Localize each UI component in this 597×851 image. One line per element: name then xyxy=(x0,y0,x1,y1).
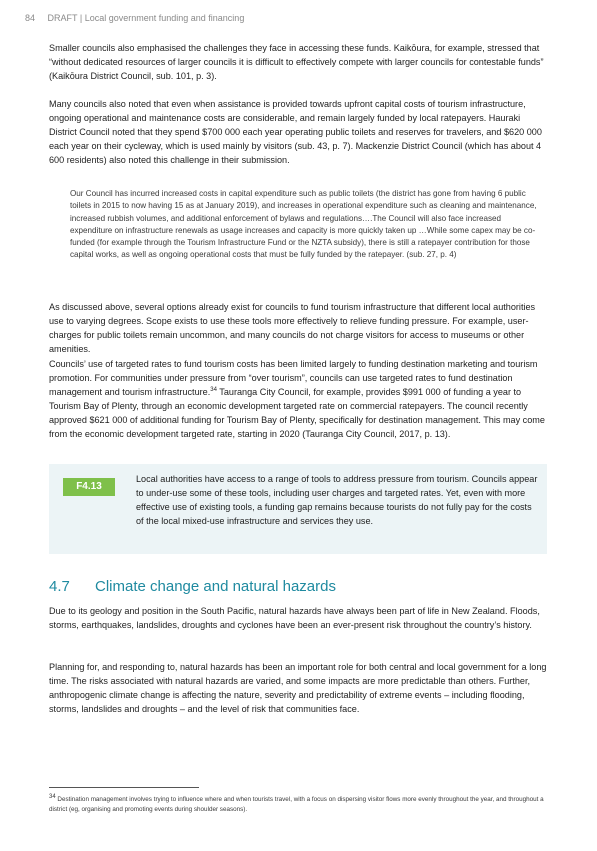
paragraph-existing-options: As discussed above, several options already exist for councils to fund tourism infrastructure that different local authorities use to varying degrees. Scope exists to use these tools more effectively to relieve funding pressure. For example, user-charges for public toilets remain uncommon, and many councils do not charge visitors for access to museums or other amenities. xyxy=(49,302,536,354)
page-number: 84 xyxy=(25,13,36,23)
footnote-reference[interactable]: 34 xyxy=(210,386,217,393)
paragraph-kaikoura: Smaller councils also emphasised the challenges they face in accessing these funds. Kaikōura, for example, stressed that “without dedicated resources of larger councils it is difficult to effectively compete with larger councils for contestable funds” (Kaikōura District Council, sub. 101, p. 3). xyxy=(49,43,544,81)
paragraph-targeted-rates xyxy=(49,357,549,441)
footnote-number: 34 xyxy=(49,793,56,800)
footnote-text: Destination management involves trying to influence where and when tourists travel, with a focus on dispersing visitor flows more evenly throughout the year, and throughout a district (eg, organising and promoting events during shoulder seasons). xyxy=(49,796,544,813)
finding-box xyxy=(49,464,547,554)
section-number: 4.7 xyxy=(49,578,70,595)
paragraph-operational-costs: Many councils also noted that even when assistance is provided towards upfront capital costs of tourism infrastructure, ongoing operational and maintenance costs are considerable, and remain largely funded by local ratepayers. Hauraki District Council noted that they spend $700 000 each year operating public toilets and reserves for travelers, and $620 000 each year on their cycleway, which is used mainly by visitors (sub. 43, p. 7). Mackenzie District Council (which has about 4 600 residents) also noted this challenge in their submission. xyxy=(49,99,542,165)
targeted-rates-text-2: Tauranga City Council, for example, provides $991 000 of funding a year to Tourism Bay of Plenty, through an economic development targeted rate on commercial ratepayers. The council recently approved $621 000 of additional funding for Tourism Bay of Plenty, specifically for destination management. This may come from the economic development targeted rate, starting in 2020 (Tauranga City Council, 2017, p. 13). xyxy=(49,387,545,439)
footnote xyxy=(49,795,549,815)
page-header xyxy=(25,13,244,23)
targeted-rates-text-1: Councils’ use of targeted rates to fund tourism costs has been limited largely to funding destination marketing and tourism promotion. For communities under pressure from “over tourism”, councils can use targeted rates to fund destination management and tourism infrastructure. xyxy=(49,359,538,397)
footnote-divider xyxy=(49,787,199,788)
block-quote: Our Council has incurred increased costs in capital expenditure such as public toilets (the district has gone from having 6 public toilets in 2015 to now having 15 as at January 2019), and increases in operational expenditure such as cleaning and maintenance, increased rubbish volumes, and additional enforcement of bylaws and regulations….The Council will also face increased expenditure on infrastructure renewals as usage increases and capacity is more quickly taken up …While some capex may be co-funded (for example through the Tourism Infrastructure Fund or the NZTA subsidy), there is still a ratepayer contribution for those capital works, as well as ongoing operational costs that must be fully funded by the ratepayer. (sub. 27, p. 4) xyxy=(70,189,537,260)
finding-label: F4.13 xyxy=(63,478,115,496)
running-title: DRAFT | Local government funding and financing xyxy=(47,13,245,23)
paragraph-planning: Planning for, and responding to, natural hazards has been an important role for both central and local government for a long time. The risks associated with natural hazards are varied, and some impacts are more predictable than others. Further, anthropogenic climate change is affecting the nature, severity and predictability of extreme events – including flooding, storms, landslides and droughts – and the level of risk that communities face. xyxy=(49,662,547,714)
finding-text: Local authorities have access to a range of tools to address pressure from tourism. Councils appear to under-use some of these tools, including user charges and targeted rates. Yet, even with more effective use of existing tools, a funding gap remains because tourists do not fully pay for the costs of the local mixed-use infrastructure and services they use. xyxy=(136,474,538,526)
paragraph-natural-hazards: Due to its geology and position in the South Pacific, natural hazards have always been part of life in New Zealand. Floods, storms, earthquakes, landslides, droughts and cyclones have been an ever-present risk throughout the country’s history. xyxy=(49,606,540,630)
section-heading xyxy=(49,578,336,595)
section-title: Climate change and natural hazards xyxy=(95,578,336,595)
